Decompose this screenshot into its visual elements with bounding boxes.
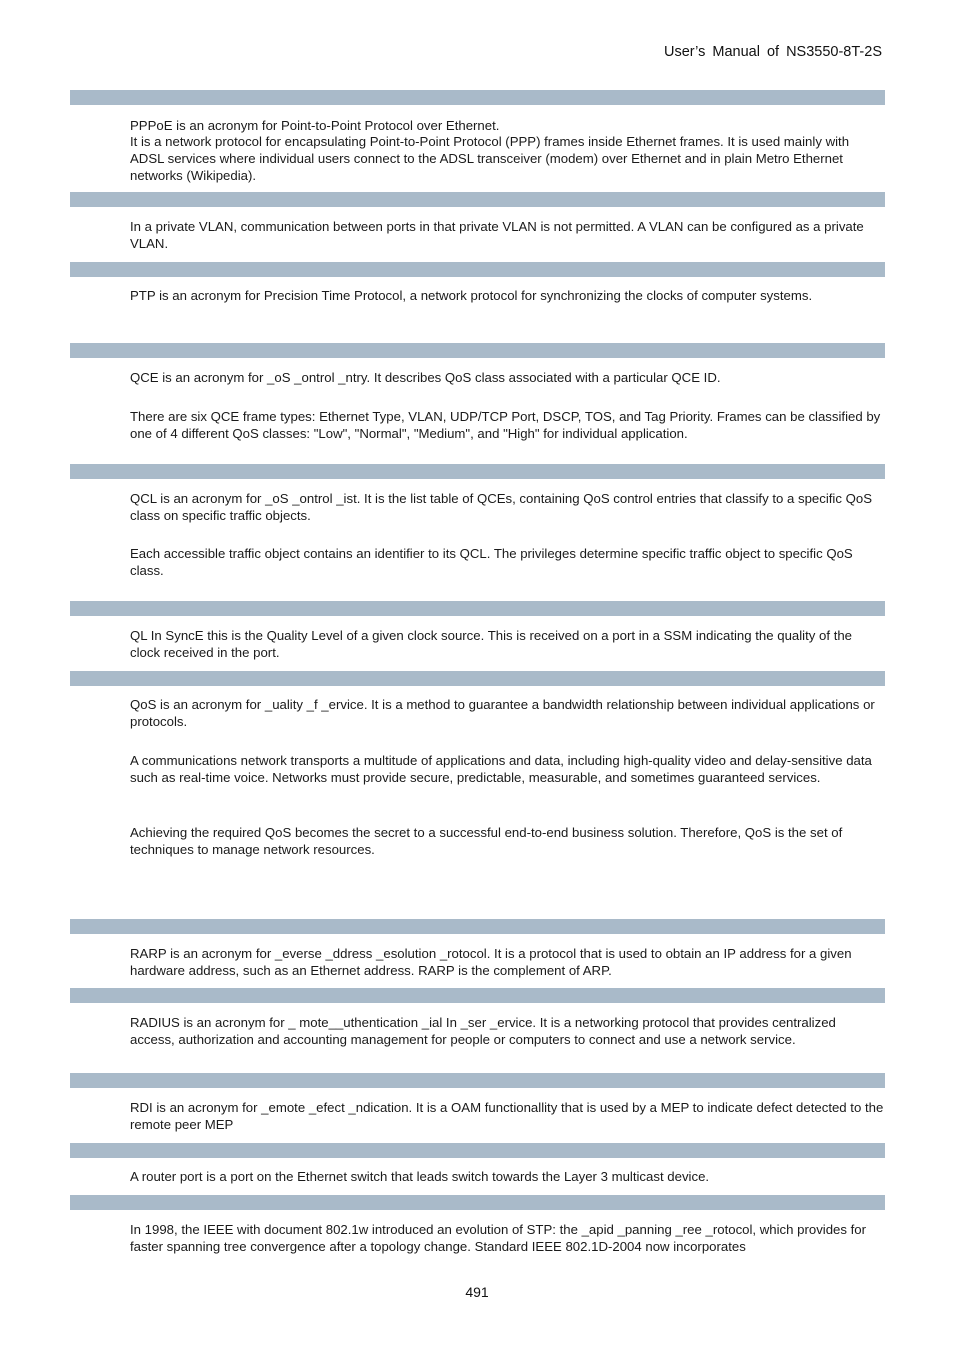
paragraph-pppoe-1: PPPoE is an acronym for Point-to-Point Protocol over Ethernet. xyxy=(130,118,500,133)
section-bar-rdi xyxy=(70,1073,885,1088)
paragraph-rstp-1: In 1998, the IEEE with document 802.1w introduced an evolution of STP: the _apid _panning _ree _rotocol, which provides for faster spanning tree convergence after a topology change. Standard IEEE 802.1D-2004 now incorporates xyxy=(130,1222,867,1254)
paragraph-qcl-2: Each accessible traffic object contains an identifier to its QCL. The privileges determine specific traffic object to specific QoS class. xyxy=(130,546,853,578)
paragraph-pppoe-2: It is a network protocol for encapsulating Point-to-Point Protocol (PPP) frames inside Ethernet frames. It is used mainly with ADSL services where individual users connect to the ADSL transceiver (modem) over Ethernet and in plain Metro Ethernet networks (Wikipedia). xyxy=(130,134,850,183)
paragraph-private-vlan-1: In a private VLAN, communication between ports in that private VLAN is not permitted. A VLAN can be configured as a private VLAN. xyxy=(130,219,864,251)
paragraph-rdi-1: RDI is an acronym for _emote _efect _ndication. It is a OAM functionallity that is used by a MEP to indicate defect detected to the remote peer MEP xyxy=(130,1100,884,1132)
section-bar-ql xyxy=(70,601,885,616)
section-bar-radius xyxy=(70,988,885,1003)
paragraph-ql-1: QL In SyncE this is the Quality Level of a given clock source. This is received on a port in a SSM indicating the quality of the clock received in the port. xyxy=(130,628,853,660)
section-bar-ptp xyxy=(70,262,885,277)
section-bar-pppoe xyxy=(70,90,885,105)
paragraph-qcl-1: QCL is an acronym for _oS _ontrol _ist. It is the list table of QCEs, containing QoS control entries that classify to a specific QoS class on specific traffic objects. xyxy=(130,491,873,523)
section-bar-rarp xyxy=(70,919,885,934)
paragraph-radius-1: RADIUS is an acronym for _ mote__uthentication _ial In _ser _ervice. It is a networking protocol that provides centralized access, authorization and accounting management for people or computers to connect and use a network service. xyxy=(130,1015,836,1047)
section-bar-router-port xyxy=(70,1143,885,1158)
paragraph-rarp-1: RARP is an acronym for _everse _ddress _esolution _rotocol. It is a protocol that is used to obtain an IP address for a given hardware address, such as an Ethernet address. RARP is the complement of ARP. xyxy=(130,946,852,978)
section-bar-qos xyxy=(70,671,885,686)
paragraph-qos-3: Achieving the required QoS becomes the secret to a successful end-to-end business solution. Therefore, QoS is the set of techniques to manage network resources. xyxy=(130,825,843,857)
paragraph-qos-2: A communications network transports a multitude of applications and data, including high-quality video and delay-sensitive data such as real-time voice. Networks must provide secure, predictable, measurable, and sometimes guaranteed services. xyxy=(130,753,872,785)
paragraph-router-port-1: A router port is a port on the Ethernet switch that leads switch towards the Layer 3 multicast device. xyxy=(130,1169,710,1184)
section-bar-qce xyxy=(70,343,885,358)
section-bar-private-vlan xyxy=(70,192,885,207)
paragraph-qce-1: QCE is an acronym for _oS _ontrol _ntry. It describes QoS class associated with a particular QCE ID. xyxy=(130,370,721,385)
page-number: 491 xyxy=(465,1284,489,1300)
section-bar-qcl xyxy=(70,464,885,479)
section-bar-rstp xyxy=(70,1195,885,1210)
paragraph-ptp-1: PTP is an acronym for Precision Time Protocol, a network protocol for synchronizing the clocks of computer systems. xyxy=(130,288,813,303)
paragraph-qce-2: There are six QCE frame types: Ethernet Type, VLAN, UDP/TCP Port, DSCP, TOS, and Tag Priority. Frames can be classified by one of 4 different QoS classes: "Low", "Normal", "Medium", and "High" for individual application. xyxy=(130,409,881,441)
page-header: User’s Manual of NS3550-8T-2S xyxy=(663,44,882,60)
paragraph-qos-1: QoS is an acronym for _uality _f _ervice. It is a method to guarantee a bandwidth relationship between individual applications or protocols. xyxy=(130,697,875,729)
